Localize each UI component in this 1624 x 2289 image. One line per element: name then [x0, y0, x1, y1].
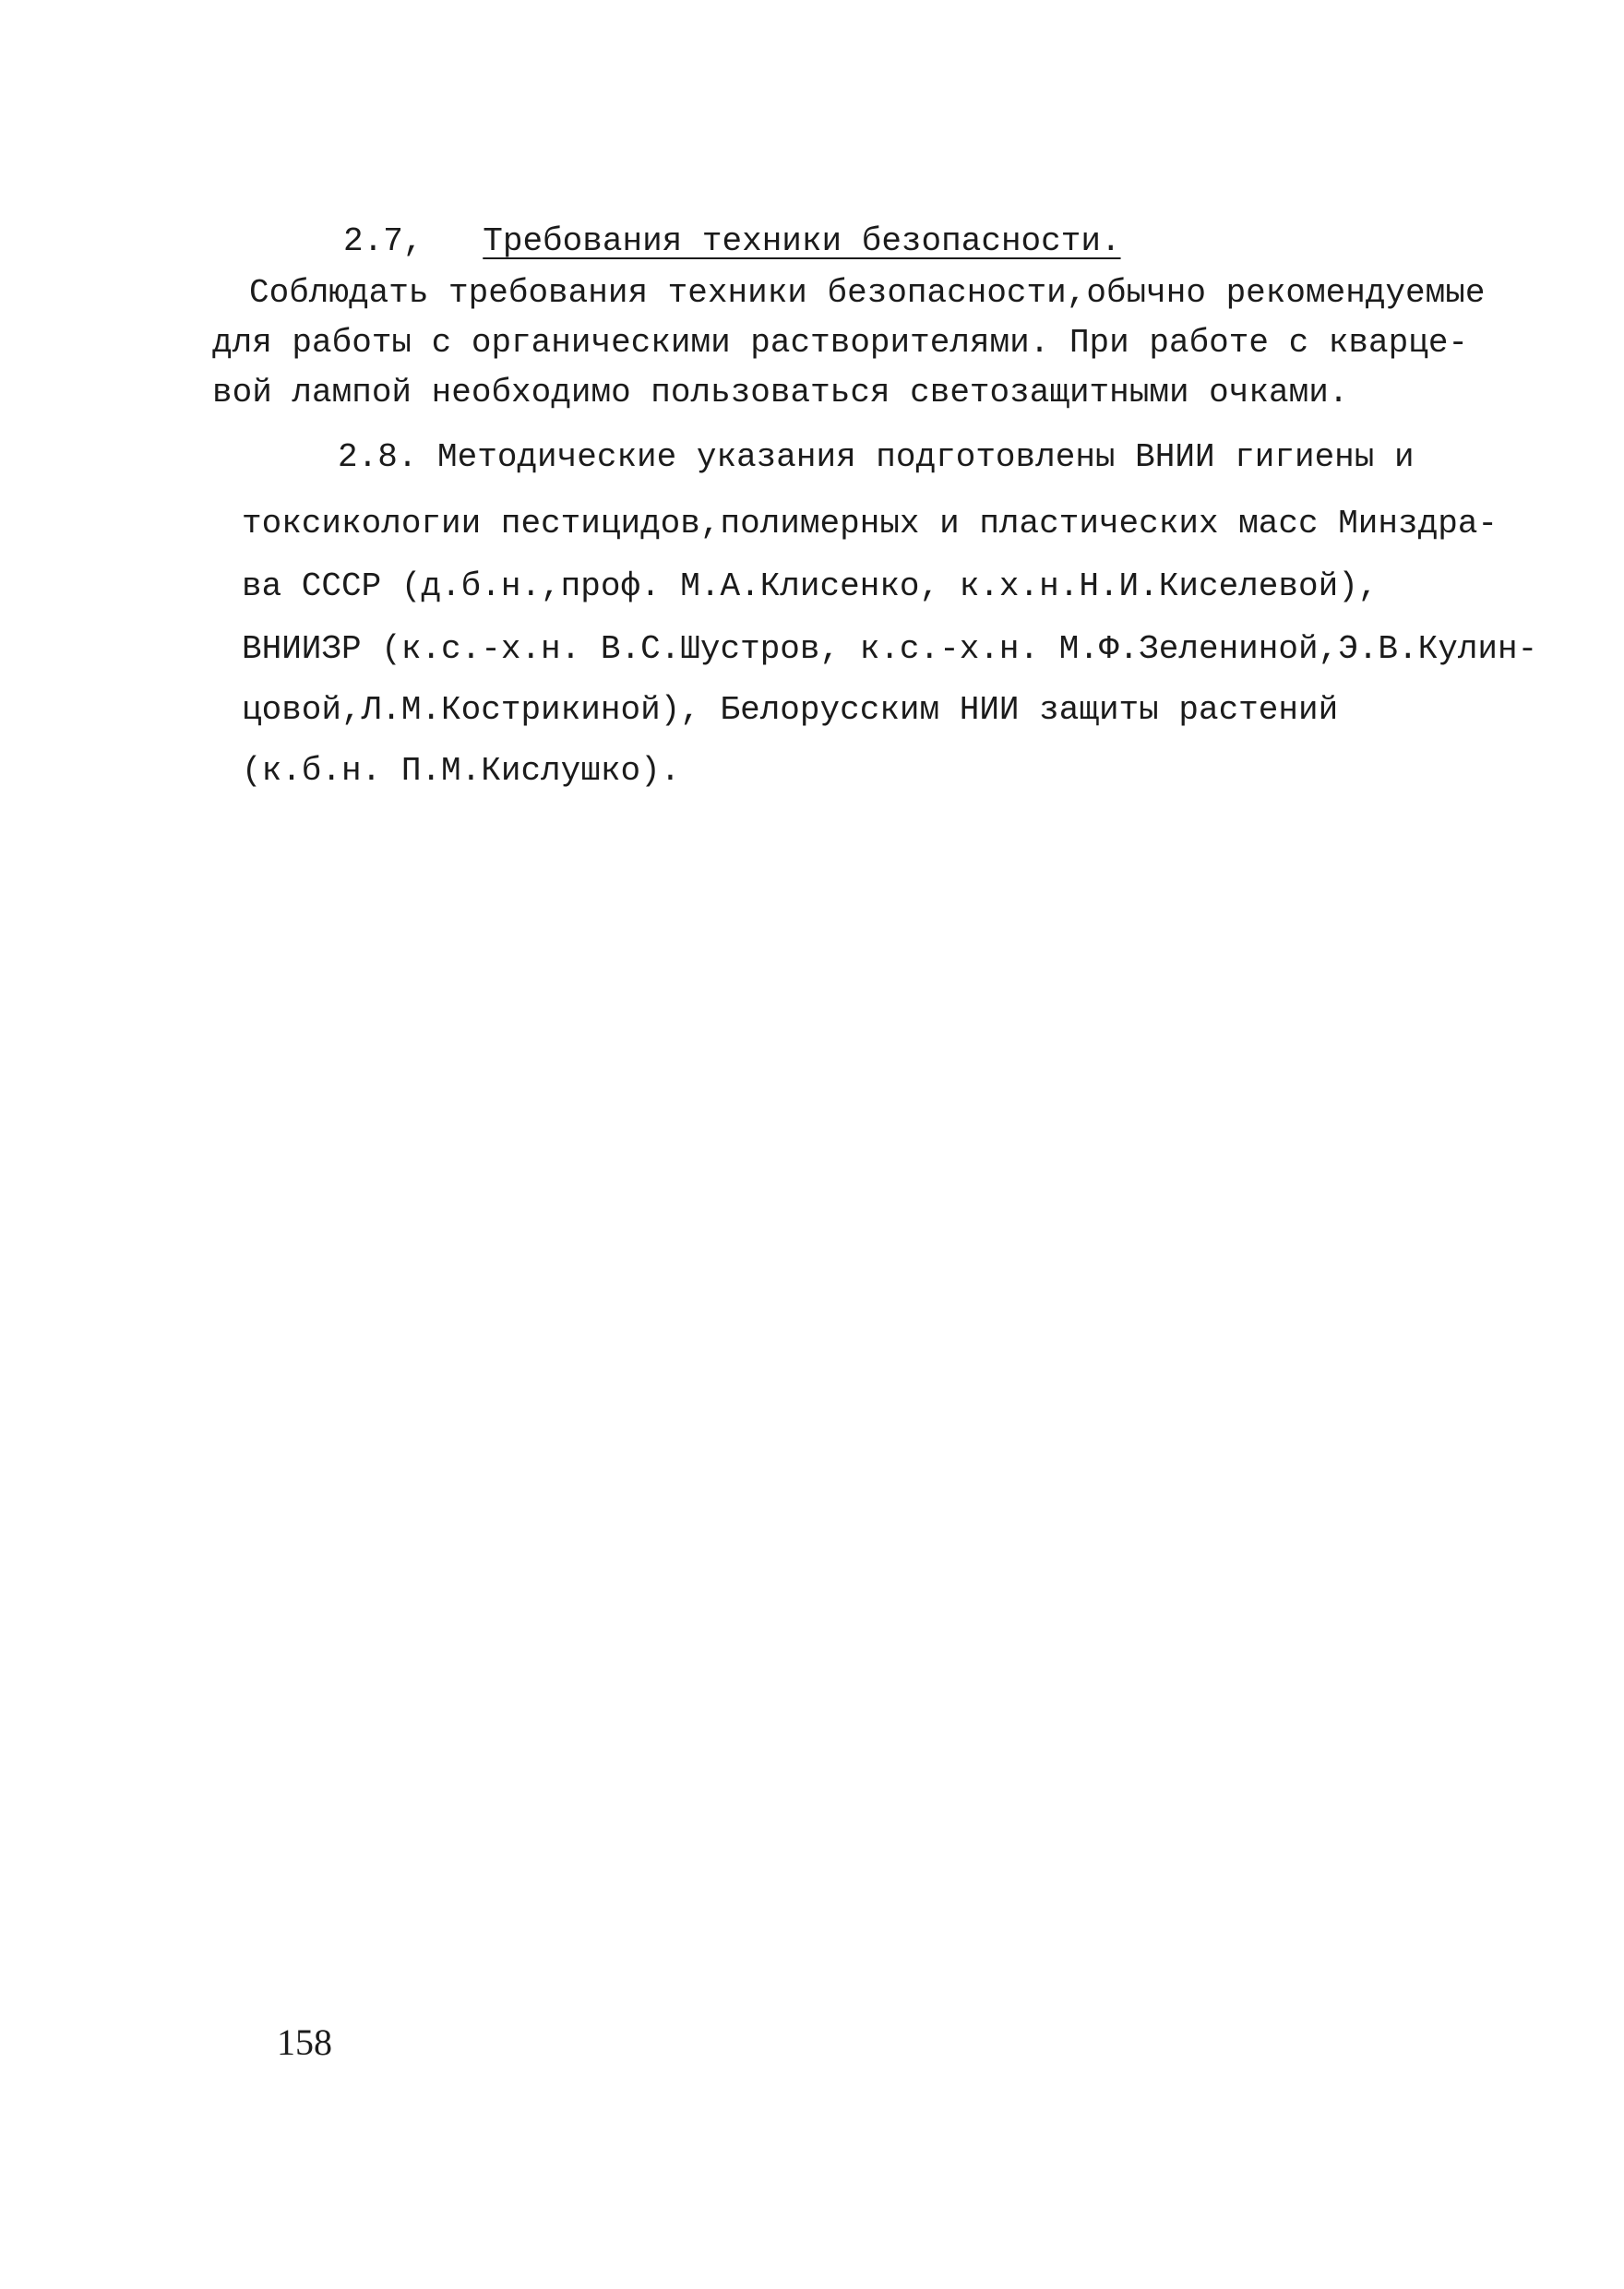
- section-2-8-body-line: 2.8. Методические указания подготовлены ВНИИ гигиены и: [338, 438, 1415, 476]
- section-2-7-heading: Требования техники безопасности.: [483, 222, 1121, 260]
- heading-spacer: [443, 222, 463, 260]
- section-2-8-body-line: токсикологии пестицидов,полимерных и пластических масс Минздра-: [242, 505, 1499, 542]
- section-2-7-body-line: для работы с органическими растворителями. При работе с кварце-: [212, 324, 1469, 362]
- section-2-8-body-line: цовой,Л.М.Кострикиной), Белорусским НИИ защиты растений: [242, 691, 1339, 729]
- section-2-7-body-line: Соблюдать требования техники безопасности,обычно рекомендуемые: [249, 274, 1486, 312]
- section-2-8-body-line: ВНИИЗР (к.с.-х.н. В.С.Шустров, к.с.-х.н. М.Ф.Зелениной,Э.В.Кулин-: [242, 630, 1538, 668]
- section-2-8-body-line: (к.б.н. П.М.Кислушко).: [242, 752, 681, 790]
- section-2-7-number: 2.7,: [343, 222, 424, 260]
- page-number: 158: [277, 2021, 332, 2063]
- section-2-8-body-line: ва СССР (д.б.н.,проф. М.А.Клисенко, к.х.н.Н.И.Киселевой),: [242, 567, 1379, 605]
- section-2-7-heading-line: [343, 221, 1121, 262]
- section-2-7-body-line: вой лампой необходимо пользоваться светозащитными очками.: [212, 374, 1349, 411]
